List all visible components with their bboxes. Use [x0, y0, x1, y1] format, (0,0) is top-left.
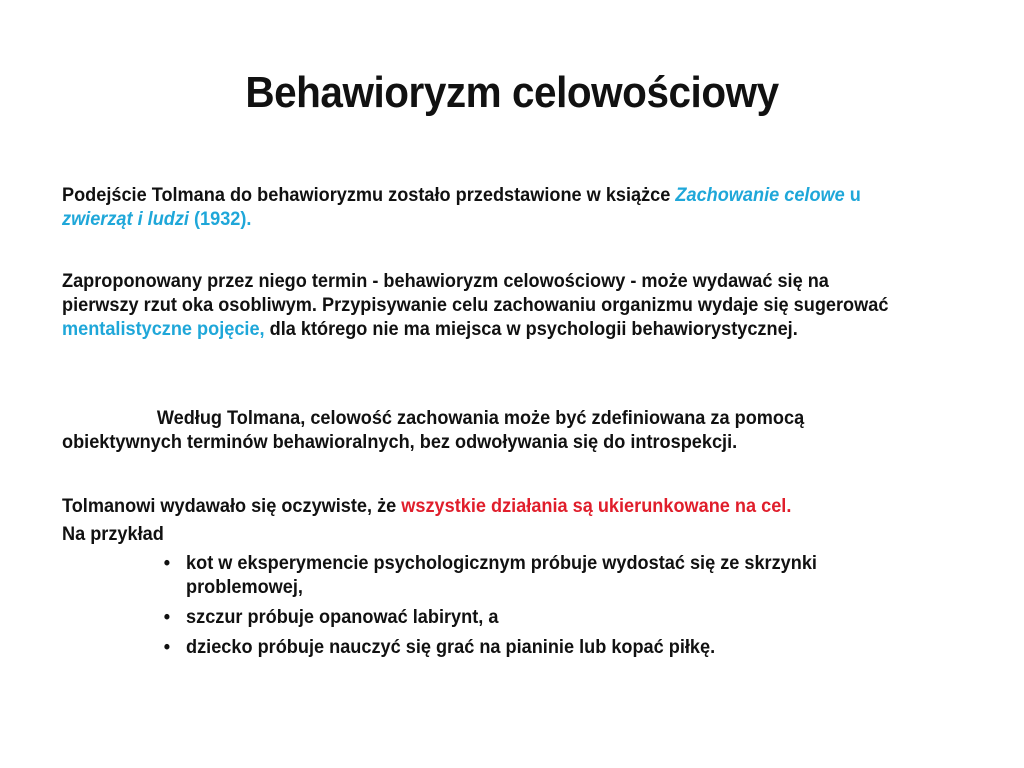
list-item: [160, 605, 923, 629]
paragraph-text-before: Zaproponowany przez niego termin - behawioryzm celowościowy - może wydawać się na pierwszy rzut oka osobliwym. Przypisywanie celu zachowaniu organizmu wydaje się sugerować: [62, 270, 889, 316]
paragraph-text-after: dla którego nie ma miejsca w psychologii behawiorystycznej.: [264, 318, 798, 340]
highlight-goal-directed: wszystkie działania są ukierunkowane na cel.: [401, 495, 792, 517]
list-item: [160, 551, 923, 599]
book-title-part2: zwierząt i ludzi: [62, 208, 189, 230]
paragraph-book-reference: [62, 183, 899, 231]
list-item-text: dziecko próbuje nauczyć się grać na pianinie lub kopać piłkę.: [186, 636, 716, 658]
list-item-text: szczur próbuje opanować labirynt, a: [186, 606, 499, 628]
bullet-icon: •: [163, 552, 171, 574]
paragraph-text-before: Tolmanowi wydawało się oczywiste, że: [62, 495, 402, 517]
highlight-mentalistic-concept: mentalistyczne pojęcie,: [62, 318, 265, 340]
list-item-text: kot w eksperymencie psychologicznym próbuje wydostać się ze skrzynki problemowej,: [186, 552, 817, 598]
book-title-part1: Zachowanie celowe: [675, 184, 845, 206]
bullet-icon: •: [163, 606, 171, 628]
paragraph-text: Podejście Tolmana do behawioryzmu zostało przedstawione w książce: [62, 184, 676, 206]
list-item: [160, 635, 923, 659]
book-title-connector: u: [844, 184, 861, 206]
paragraph-line2: Na przykład: [62, 523, 164, 545]
bullet-icon: •: [163, 636, 171, 658]
paragraph-term-explanation: [62, 269, 899, 341]
examples-bullet-list: [160, 551, 923, 665]
paragraph-tolman-definition: [62, 406, 899, 454]
paragraph-goal-directed: [62, 492, 899, 548]
paragraph-text: Według Tolmana, celowość zachowania może być zdefiniowana za pomocą obiektywnych terminów behawioralnych, bez odwoływania się do introspekcji.: [62, 407, 805, 453]
book-year: (1932).: [188, 208, 252, 230]
slide-title: Behawioryzm celowościowy: [245, 68, 779, 117]
